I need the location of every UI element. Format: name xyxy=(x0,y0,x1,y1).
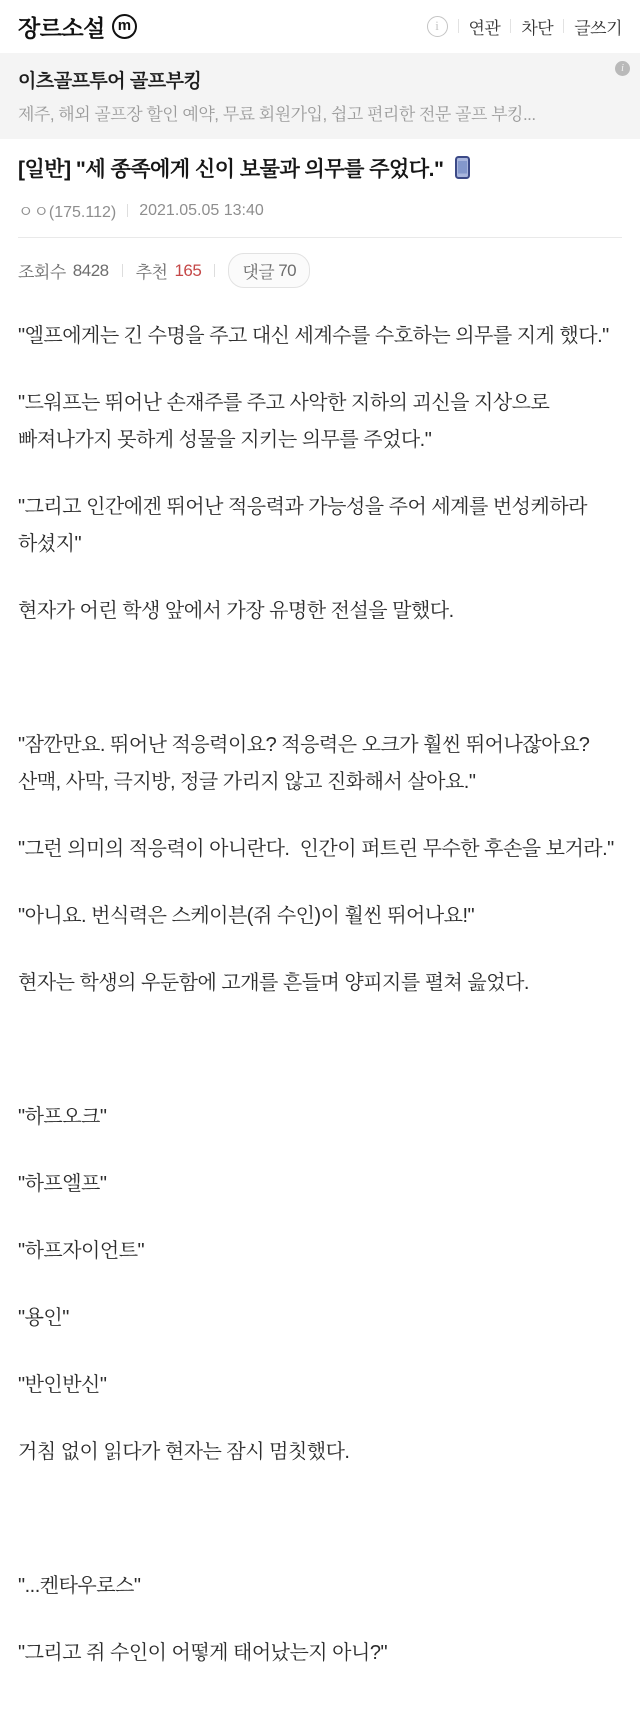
menu-item-related[interactable]: 연관 xyxy=(468,18,501,38)
likes-count: 165 xyxy=(174,260,202,280)
minor-gallery-badge-icon: m xyxy=(112,14,137,39)
body-paragraph: "그리고 쥐 수인이 어떻게 태어났는지 아니?" xyxy=(18,1642,388,1665)
menu-item-write[interactable]: 글쓰기 xyxy=(574,18,622,38)
body-blank-line xyxy=(18,660,622,697)
menu-divider xyxy=(510,19,511,33)
body-paragraph: "하프오크" xyxy=(18,1106,107,1129)
gallery-title: 장르소설 xyxy=(18,14,105,41)
post-title xyxy=(18,155,622,188)
post-stats xyxy=(0,238,640,294)
post-author[interactable]: ㅇㅇ(175.112) xyxy=(18,204,117,222)
comments-badge[interactable] xyxy=(228,253,310,288)
body-paragraph: "아니요. 번식력은 스케이븐(쥐 수인)이 훨씬 뛰어나요!" xyxy=(18,905,475,928)
body-paragraph: "그런 의미의 적응력이 아니란다. 인간이 퍼트린 무수한 후손을 보거라." xyxy=(18,838,614,861)
post-head xyxy=(0,139,640,238)
post-meta xyxy=(18,199,622,222)
body-paragraph: "...켄타우로스" xyxy=(18,1575,141,1598)
views-label: 조회수 xyxy=(18,263,66,283)
likes-label: 추천 xyxy=(135,263,168,283)
views-stat xyxy=(18,258,109,283)
header-menu xyxy=(427,14,623,39)
stats-divider xyxy=(214,264,215,277)
post-date: 2021.05.05 13:40 xyxy=(139,201,264,219)
info-icon[interactable]: i xyxy=(427,16,448,37)
views-count: 8428 xyxy=(72,260,109,280)
menu-item-block[interactable]: 차단 xyxy=(521,18,554,38)
body-paragraph: "용인" xyxy=(18,1307,69,1330)
likes-stat xyxy=(136,258,202,283)
body-paragraph: "드워프는 뛰어난 손재주를 주고 사악한 지하의 괴신을 지상으로 빠져나가지 못하게 성물을 지키는 의무를 주었다." xyxy=(18,392,555,452)
body-paragraph: "잠깐만요. 뛰어난 적응력이요? 적응력은 오크가 훨씬 뛰어나잖아요? 산맥, 사막, 극지방, 정글 가리지 않고 진화해서 살아요." xyxy=(18,734,595,794)
menu-divider xyxy=(563,19,564,33)
ad-title: 이츠골프투어 골프부킹 xyxy=(18,71,202,92)
comments-label: 댓글 xyxy=(242,263,275,283)
mobile-phone-icon xyxy=(455,156,470,188)
body-blank-line xyxy=(18,1032,622,1069)
body-paragraph: "반인반신" xyxy=(18,1374,107,1397)
gallery-title-wrap[interactable] xyxy=(18,10,137,43)
menu-divider xyxy=(458,19,459,33)
gallery-header xyxy=(0,0,640,50)
body-paragraph: 현자는 학생의 우둔함에 고개를 흔들며 양피지를 펼쳐 읊었다. xyxy=(18,972,529,995)
body-paragraph: "그리고 인간에겐 뛰어난 적응력과 가능성을 주어 세계를 번성케하라 하셨지" xyxy=(18,496,593,556)
body-paragraph: 거침 없이 읽다가 현자는 잠시 멈칫했다. xyxy=(18,1441,350,1464)
ad-banner[interactable] xyxy=(0,53,640,139)
ad-info-icon[interactable]: i xyxy=(615,61,630,76)
comments-count: 70 xyxy=(278,260,297,280)
stats-divider xyxy=(122,264,123,277)
body-paragraph: "엘프에게는 긴 수명을 주고 대신 세계수를 수호하는 의무를 지게 했다." xyxy=(18,325,609,348)
post-category: [일반] xyxy=(18,158,71,181)
post-title-text: "세 종족에게 신이 보물과 의무를 주었다." xyxy=(75,158,444,181)
body-paragraph: "하프자이언트" xyxy=(18,1240,145,1263)
body-paragraph: 현자가 어린 학생 앞에서 가장 유명한 전설을 말했다. xyxy=(18,600,454,623)
post-body xyxy=(0,294,640,1732)
body-blank-line xyxy=(18,1501,622,1538)
meta-divider xyxy=(127,204,128,217)
ad-description: 제주, 해외 골프장 할인 예약, 무료 회원가입, 쉽고 편리한 전문 골프 부킹... xyxy=(18,105,536,124)
body-paragraph: "하프엘프" xyxy=(18,1173,107,1196)
